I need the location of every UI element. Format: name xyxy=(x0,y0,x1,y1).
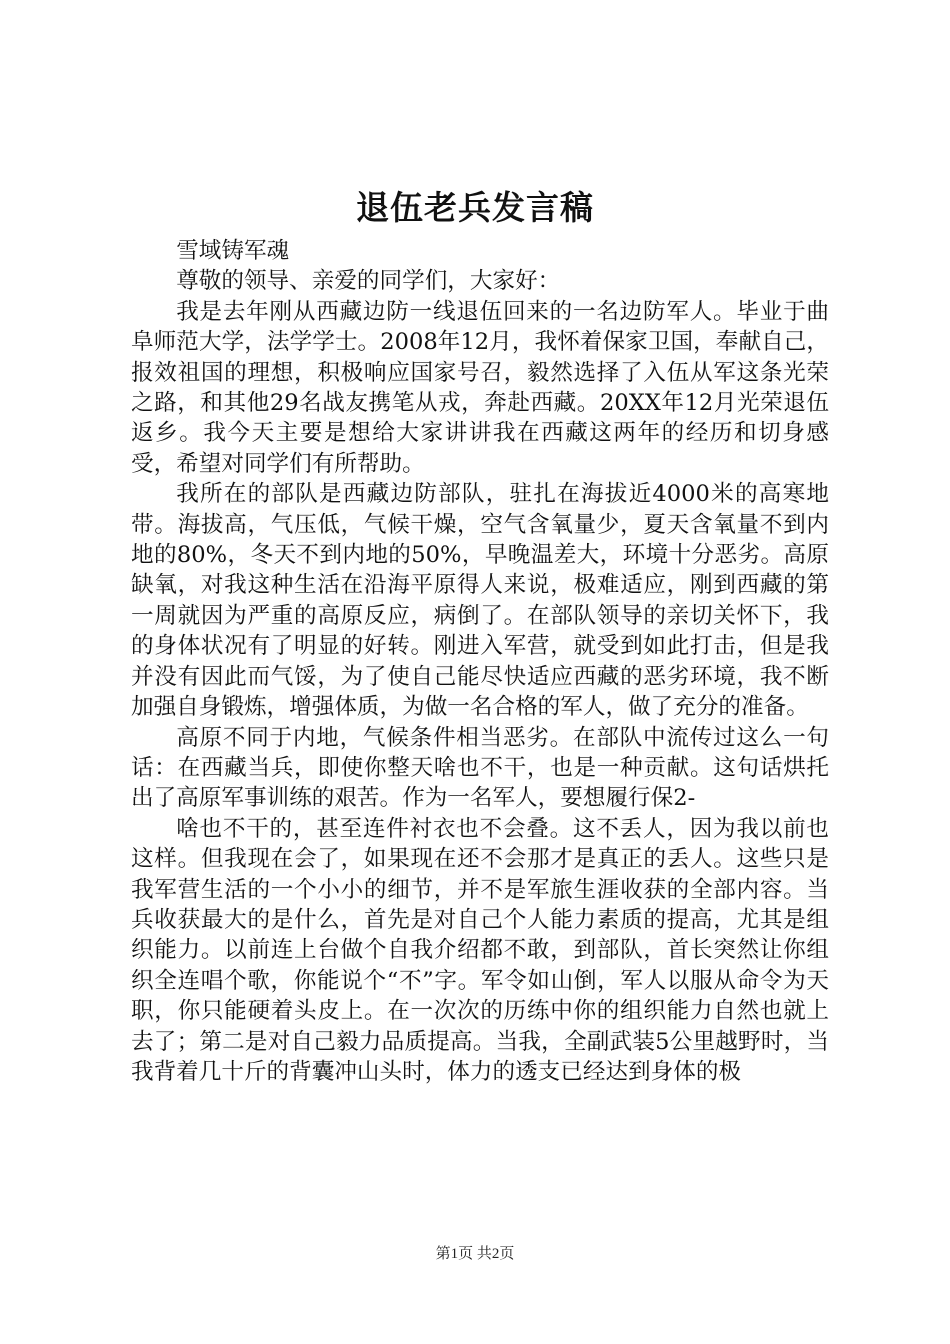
document-title: 退伍老兵发言稿 xyxy=(356,188,594,227)
subtitle-paragraph: 雪域铸军魂 xyxy=(176,238,290,264)
body-paragraph: 我是去年刚从西藏边防一线退伍回来的一名边防军人。毕业于曲阜师范大学，法学学士。2008年12月，我怀着保家卫国，奉献自己，报效祖国的理想，积极响应国家号召，毅然选择了入伍从军这条光荣之路，和其他29名战友携笔从戎，奔赴西藏。20XX年12月光荣退伍返乡。我今天主要是想给大家讲讲我在西藏这两年的经历和切身感受，希望对同学们有所帮助。 xyxy=(131,298,829,477)
document-body xyxy=(131,236,829,1087)
body-paragraph: 高原不同于内地，气候条件相当恶劣。在部队中流传过这么一句话：在西藏当兵，即使你整天啥也不干，也是一种贡献。这句话烘托出了高原军事训练的艰苦。作为一名军人，要想履行保2- xyxy=(131,724,829,812)
body-paragraph: 啥也不干的，甚至连件衬衣也不会叠。这不丢人，因为我以前也这样。但我现在会了，如果现在还不会那才是真正的丢人。这些只是我军营生活的一个小小的细节，并不是军旅生涯收获的全部内容。当兵收获最大的是什么，首先是对自己个人能力素质的提高，尤其是组织能力。以前连上台做个自我介绍都不敢，到部队，首长突然让你组织全连唱个歌，你能说个“不”字。军令如山倒，军人以服从命令为天职，你只能硬着头皮上。在一次次的历练中你的组织能力自然也就上去了；第二是对自己毅力品质提高。当我，全副武装5公里越野时，当我背着几十斤的背囊冲山头时，体力的透支已经达到身体的极 xyxy=(131,815,829,1085)
page-number-footer: 第1页 共2页 xyxy=(435,1246,515,1262)
body-paragraph: 我所在的部队是西藏边防部队，驻扎在海拔近4000米的高寒地带。海拔高，气压低，气候干燥，空气含氧量少，夏天含氧量不到内地的80%，冬天不到内地的50%，早晚温差大，环境十分恶劣。高原缺氧，对我这种生活在沿海平原得人来说，极难适应，刚到西藏的第一周就因为严重的高原反应，病倒了。在部队领导的亲切关怀下，我的身体状况有了明显的好转。刚进入军营，就受到如此打击，但是我并没有因此而气馁，为了使自己能尽快适应西藏的恶劣环境，我不断加强自身锻炼，增强体质，为做一名合格的军人，做了充分的准备。 xyxy=(131,481,829,721)
greeting-paragraph: 尊敬的领导、亲爱的同学们，大家好： xyxy=(176,268,561,295)
